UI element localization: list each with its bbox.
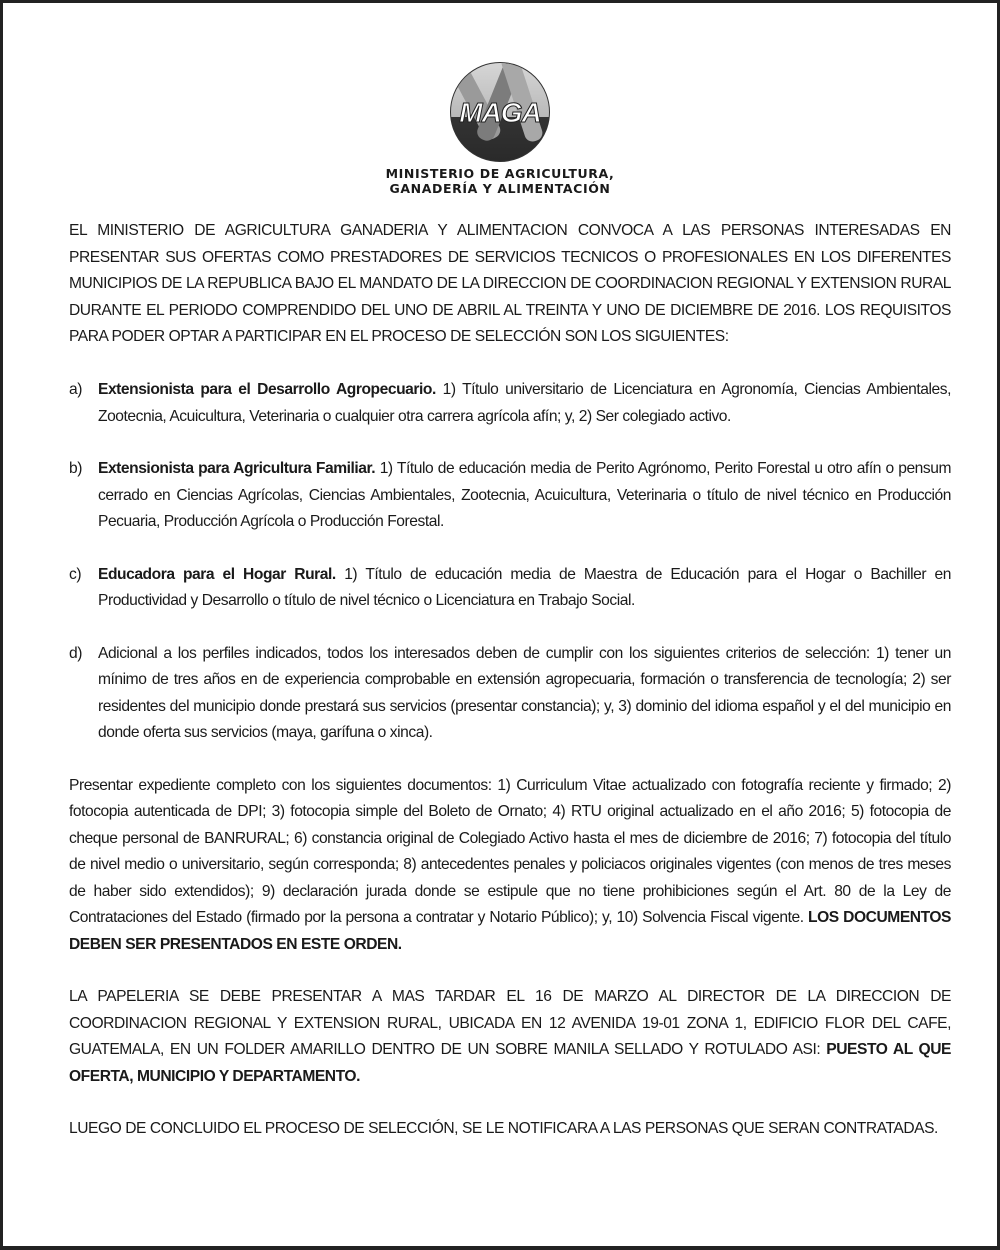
ministry-line-1: MINISTERIO DE AGRICULTURA, <box>385 166 615 181</box>
ministry-line-2: GANADERÍA Y ALIMENTACIÓN <box>389 181 611 196</box>
item-text: 1) Título universitario de Licenciatura en Agronomía, Ciencias Ambientales, Zootecnia, Acuicultura, Veterinaria o cualquier otra carrera agrícola afín; y, 2) Ser colegiado activo. <box>98 381 951 425</box>
item-text: 1) Título de educación media de Maestra de Educación para el Hogar o Bachiller en Productividad y Desarrollo o título de nivel técnico o Licenciatura en Trabajo Social. <box>98 565 951 609</box>
ministry-name <box>0 166 1000 196</box>
deadline-paragraph <box>69 984 951 1090</box>
documents-emphasis: LOS DOCUMENTOS DEBEN SER PRESENTADOS EN ESTE ORDEN. <box>69 909 952 953</box>
emblem-text: MAGA <box>459 97 541 128</box>
item-letter: d) <box>69 644 82 662</box>
deadline-text: LA PAPELERIA SE DEBE PRESENTAR A MAS TARDAR EL 16 DE MARZO AL DIRECTOR DE LA DIRECCION DE COORDINACION REGIONAL Y EXTENSION RURAL, UBICADA EN 12 AVENIDA 19-01 ZONA 1, EDIFICIO FLOR DEL CAFE, GUATEMALA, EN UN FOLDER AMARILLO DENTRO DE UN SOBRE MANILA SELLADO Y ROTULADO ASI: <box>69 988 951 1058</box>
requirement-item-a <box>69 377 951 430</box>
requirement-item-c <box>69 562 951 615</box>
requirement-item-d <box>69 641 951 747</box>
item-title: Extensionista para Agricultura Familiar. <box>98 460 376 477</box>
item-text: 1) Título de educación media de Perito Agrónomo, Perito Forestal u otro afín o pensum cerrado en Ciencias Agrícolas, Ciencias Ambientales, Zootecnia, Acuicultura, Veterinaria o título de nivel técnico en Producción Pecuaria, Producción Agrícola o Producción Forestal. <box>98 460 951 530</box>
header-logo <box>0 62 1000 196</box>
item-letter: a) <box>69 381 82 398</box>
item-text: Adicional a los perfiles indicados, todos los interesados deben de cumplir con los siguientes criterios de selección: 1) tener un mínimo de tres años en de experiencia comprobable en extensión agropecuaria, formación o transferencia de tecnología; 2) ser residentes del municipio donde prestará sus servicios (presentar constancia); y, 3) dominio del idioma español y el del municipio en donde oferta sus servicios (maya, garífuna o xinca). <box>98 644 951 741</box>
deadline-emphasis: PUESTO AL QUE OFERTA, MUNICIPIO Y DEPARTAMENTO. <box>69 1041 952 1085</box>
document-body <box>69 218 951 1143</box>
item-letter: b) <box>69 460 82 477</box>
documents-paragraph <box>69 773 951 959</box>
closing-paragraph: LUEGO DE CONCLUIDO EL PROCESO DE SELECCIÓN, SE LE NOTIFICARA A LAS PERSONAS QUE SERAN CONTRATADAS. <box>69 1120 938 1137</box>
item-title: Extensionista para el Desarrollo Agropecuario. <box>98 381 436 398</box>
item-title: Educadora para el Hogar Rural. <box>98 565 336 583</box>
documents-text: Presentar expediente completo con los siguientes documentos: 1) Curriculum Vitae actualizado con fotografía reciente y firmado; 2) fotocopia autenticada de DPI; 3) fotocopia simple del Boleto de Ornato; 4) RTU original actualizado en el año 2016; 5) fotocopia de cheque personal de BANRURAL; 6) constancia original de Colegiado Activo hasta el mes de diciembre de 2016; 7) fotocopia del título de nivel medio o universitario, según corresponda; 8) antecedentes penales y policiacos originales vigentes (con menos de tres meses de haber sido extendidos); 9) declaración jurada donde se estipule que no tiene prohibiciones según el Art. 80 de la Ley de Contrataciones del Estado (firmado por la persona a contratar y Notario Público); y, 10) Solvencia Fiscal vigente. <box>69 776 951 926</box>
intro-paragraph: EL MINISTERIO DE AGRICULTURA GANADERIA Y ALIMENTACION CONVOCA A LAS PERSONAS INTERESADAS EN PRESENTAR SUS OFERTAS COMO PRESTADORES DE SERVICIOS TECNICOS O PROFESIONALES EN LOS DIFERENTES MUNICIPIOS DE LA REPUBLICA BAJO EL MANDATO DE LA DIRECCION DE COORDINACION REGIONAL Y EXTENSION RURAL DURANTE EL PERIODO COMPRENDIDO DEL UNO DE ABRIL AL TREINTA Y UNO DE DICIEMBRE DE 2016. LOS REQUISITOS PARA PODER OPTAR A PARTICIPAR EN EL PROCESO DE SELECCIÓN SON LOS SIGUIENTES: <box>69 222 951 345</box>
item-letter: c) <box>69 565 82 583</box>
requirement-item-b <box>69 456 951 536</box>
maga-emblem-icon <box>450 62 550 162</box>
